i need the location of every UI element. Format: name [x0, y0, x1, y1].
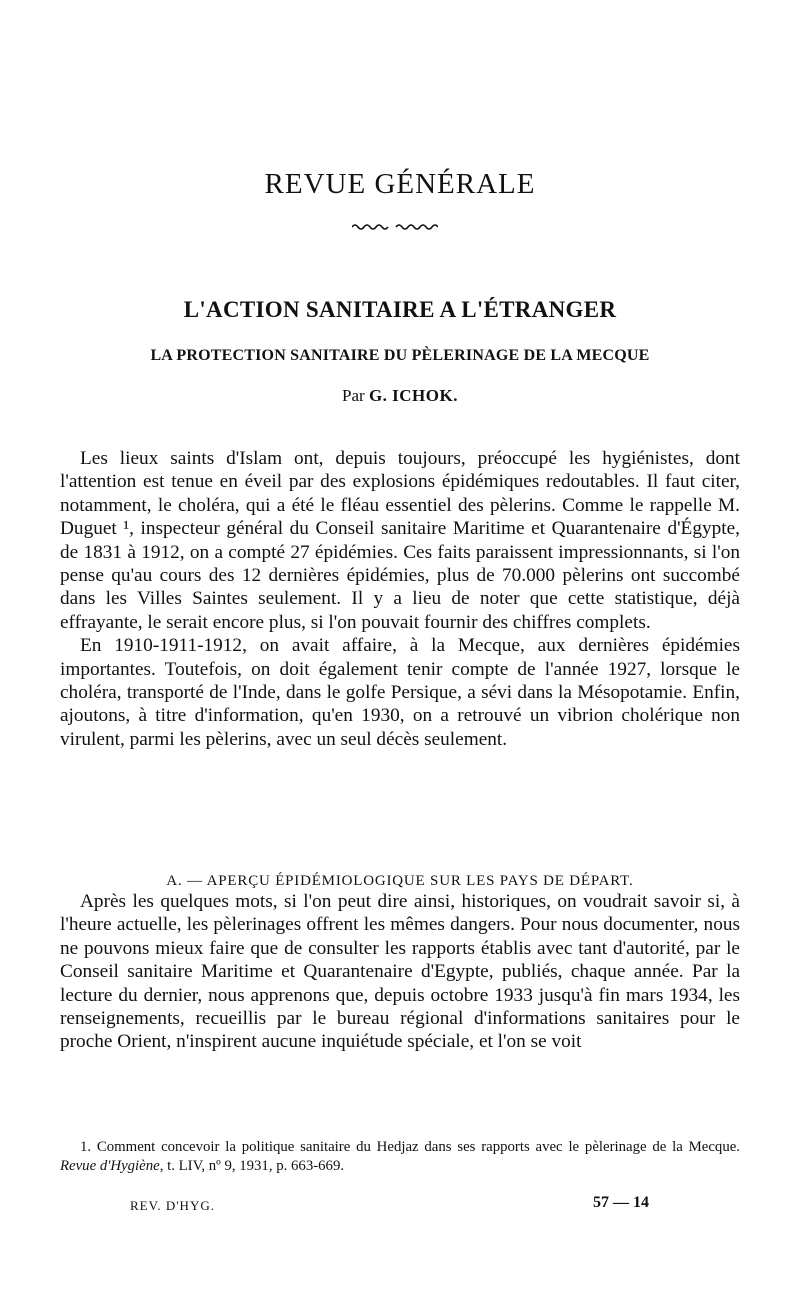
footnote-text	[60, 1138, 740, 1176]
byline	[0, 386, 800, 406]
paragraph: Après les quelques mots, si l'on peut dire ainsi, historiques, on voudrait savoir si, à l'heure actuelle, les pèlerinages offrent les mêmes dangers. Pour nous documenter, nous ne pouvons mieux faire que de consulter les rapports établis avec tant d'autorité, par le Conseil sanitaire Maritime et Quarantenaire d'Egypte, publiés, chaque année. Par la lecture du dernier, nous apprenons que, depuis octobre 1933 jusqu'à fin mars 1934, les renseignements, recueillis par le bureau régional d'informations sanitaires pour le proche Orient, n'inspirent aucune inquiétude spéciale, et l'on se voit	[60, 891, 740, 1053]
wavy-ornament	[352, 222, 438, 232]
article-body-section-a	[60, 890, 740, 1054]
article-title: L'ACTION SANITAIRE A L'ÉTRANGER	[183, 297, 617, 322]
footer-journal-abbrev: REV. D'HYG.	[130, 1198, 215, 1213]
article-body-intro	[60, 447, 740, 751]
footnote-body: 1. Comment concevoir la politique sanitaire du Hedjaz dans ses rapports avec le pèlerinage de la Mecque.	[80, 1139, 740, 1155]
footer-page-number: 57 — 14	[593, 1194, 649, 1211]
footnote	[60, 1138, 740, 1176]
section-heading: A. — APERÇU ÉPIDÉMIOLOGIQUE SUR LES PAYS DE DÉPART.	[166, 873, 634, 889]
paragraph: Les lieux saints d'Islam ont, depuis toujours, préoccupé les hygiénistes, dont l'attention est tenue en éveil par des explosions épidémiques redoutables. Il faut citer, notamment, le choléra, qui a été le fléau essentiel des pèlerins. Comme le rappelle M. Duguet ¹, inspecteur général du Conseil sanitaire Maritime et Quarantenaire d'Égypte, de 1831 à 1912, on a compté 27 épidémies. Ces faits paraissent impressionnants, si l'on pense qu'au cours des 12 dernières épidémies, plus de 70.000 pèlerins ont succombé dans les Villes Saintes seulement. Il y a lieu de noter que cette statistique, déjà effrayante, le serait encore plus, si l'on pouvait fournir des chiffres complets.	[60, 448, 740, 633]
footnote-reference: , t. LIV, nº 9, 1931, p. 663-669.	[159, 1158, 345, 1174]
paragraph: En 1910-1911-1912, on avait affaire, à la Mecque, aux dernières épidémies importantes. Toutefois, on doit également tenir compte de l'année 1927, lorsque le choléra, transporté de l'Inde, dans le golfe Persique, a sévi dans la Mésopotamie. Enfin, ajoutons, à titre d'information, qu'en 1930, on a retrouvé un vibrion cholérique non virulent, parmi les pèlerins, avec un seul décès seulement.	[60, 635, 740, 750]
footnote-journal: Revue d'Hygiène	[60, 1158, 160, 1174]
author-name: G. ICHOK.	[368, 386, 458, 405]
byline-prefix: Par	[342, 386, 365, 405]
article-subtitle: LA PROTECTION SANITAIRE DU PÈLERINAGE DE LA MECQUE	[150, 347, 650, 364]
journal-section-title: REVUE GÉNÉRALE	[264, 168, 536, 200]
